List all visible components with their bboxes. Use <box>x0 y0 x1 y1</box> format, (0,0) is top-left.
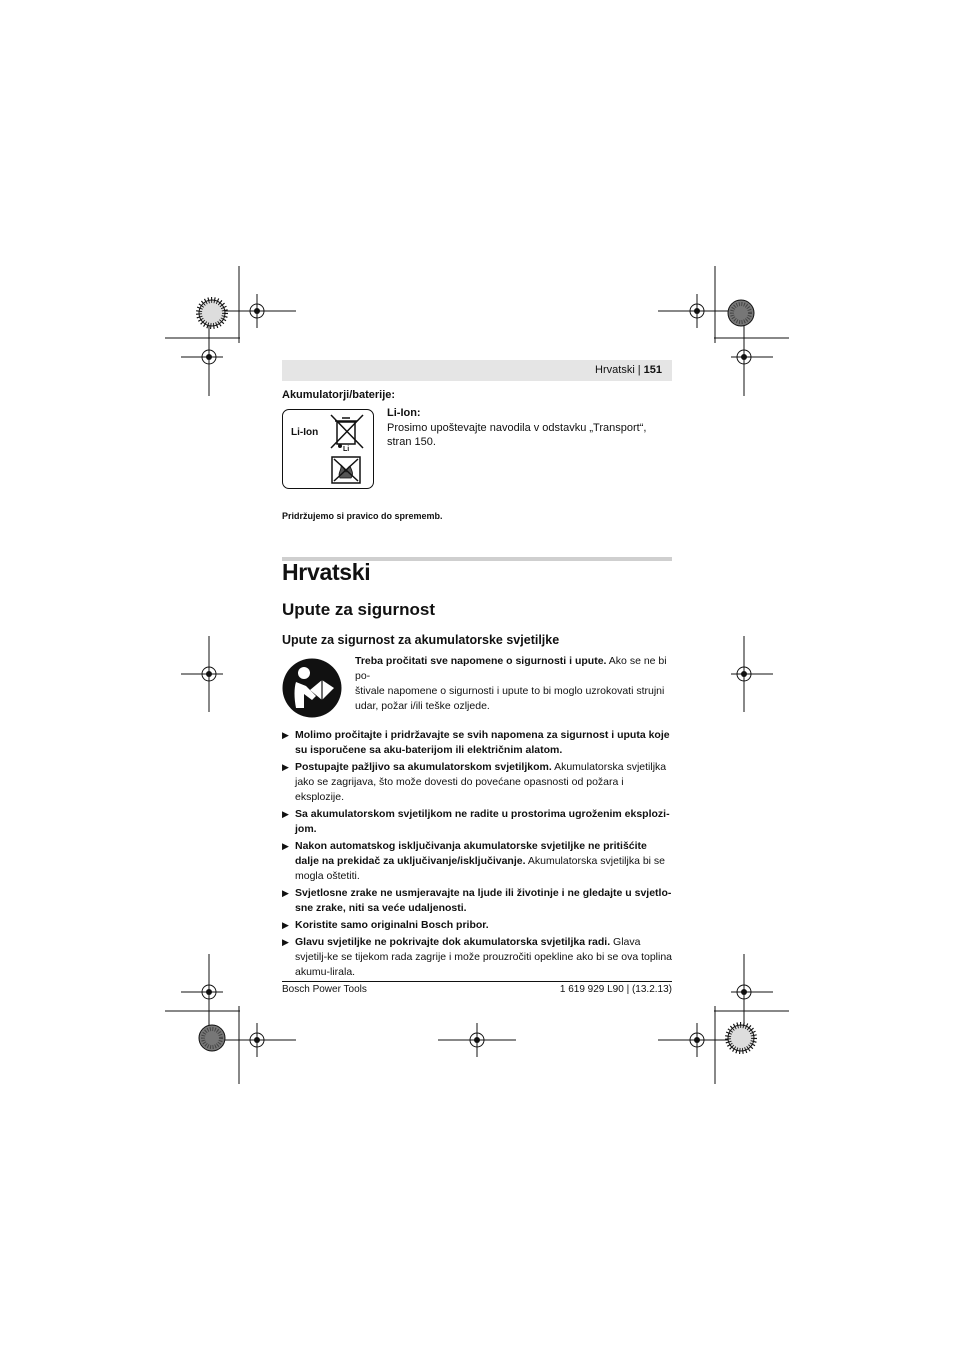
bullet-bold-text: Glavu svjetiljke ne pokrivajte dok akumulatorska svjetiljka radi. <box>295 936 611 948</box>
bullet-arrow-icon: ▶ <box>282 762 289 772</box>
bullet-bold-text: Svjetlosne zrake ne usmjeravajte na ljude ili životinje i ne gledajte u svjetlo-sne zrake, niti sa veće udaljenosti. <box>295 887 672 914</box>
section-heading: Upute za sigurnost za akumulatorske svjetiljke <box>282 633 560 647</box>
bullet-bold-text: Koristite samo originalni Bosch pribor. <box>295 919 489 931</box>
bullet-arrow-icon: ▶ <box>282 730 289 740</box>
read-manual-line1-rest: Ako se ne bi po- <box>355 655 667 682</box>
battery-symbol-box <box>282 409 374 489</box>
bullet-arrow-icon: ▶ <box>282 937 289 947</box>
li-ion-label: Li-Ion <box>291 427 319 438</box>
page-title: Hrvatski <box>282 559 371 585</box>
li-ion-title: Li-Ion: <box>387 407 421 419</box>
footer-rule <box>282 981 672 982</box>
read-manual-icon <box>282 658 342 718</box>
bullet-bold-text: Molimo pročitajte i pridržavajte se svih napomena za sigurnost i uputa koje su isporučene sa aku-baterijom ili električnim alatom. <box>295 729 670 756</box>
section-subtitle: Upute za sigurnost <box>282 600 436 619</box>
no-fire-icon <box>331 456 361 484</box>
read-manual-note <box>355 654 673 714</box>
bullet-bold-text: Postupajte pažljivo sa akumulatorskom svjetiljkom. <box>295 761 552 773</box>
header-separator: | <box>637 364 641 376</box>
bullet-arrow-icon: ▶ <box>282 841 289 851</box>
list-item <box>282 760 672 805</box>
footer-left: Bosch Power Tools <box>282 984 367 995</box>
li-sub-label: Li <box>343 446 350 453</box>
page-header <box>282 360 672 381</box>
reserve-notice: Pridržujemo si pravico do sprememb. <box>282 511 443 521</box>
list-item <box>282 886 672 916</box>
bullet-bold-text: Nakon automatskog isključivanja akumulatorske svjetiljke ne pritišćite dalje na prekidač za uključivanje/isključivanje. <box>295 840 647 867</box>
header-language: Hrvatski <box>595 364 635 376</box>
list-item <box>282 839 672 884</box>
bullet-text: Akumulatorska svjetiljka bi se mogla oštetiti. <box>295 855 666 882</box>
li-ion-text-line1: Prosimo upoštevajte navodila v odstavku „Transport“, <box>387 422 647 434</box>
bullet-text: Glava svjetilj-ke se tijekom rada zagrije i može prouzročiti opekline ako bi se ova toplina akumu-lirala. <box>295 936 673 978</box>
li-ion-text-line2: stran 150. <box>387 436 436 448</box>
list-item <box>282 918 672 933</box>
list-item <box>282 807 672 837</box>
page-number: 151 <box>643 364 662 376</box>
read-manual-line2: štivale napomene o sigurnosti i upute to bi moglo uzrokovati strujni <box>355 685 665 697</box>
read-manual-line3: udar, požar i/ili teške ozljede. <box>355 700 490 712</box>
footer-right: 1 619 929 L90 | (13.2.13) <box>559 984 672 995</box>
list-item <box>282 935 672 980</box>
bullet-arrow-icon: ▶ <box>282 888 289 898</box>
safety-bullet-list <box>282 728 672 982</box>
bullet-bold-text: Sa akumulatorskom svjetiljkom ne radite u prostorima ugroženim eksplozi-jom. <box>295 808 670 835</box>
battery-heading: Akumulatorji/baterije: <box>282 389 396 401</box>
read-manual-bold: Treba pročitati sve napomene o sigurnosti i upute. <box>355 655 607 667</box>
list-item <box>282 728 672 758</box>
bullet-arrow-icon: ▶ <box>282 920 289 930</box>
bullet-text: Akumulatorska svjetiljka jako se zagrijava, što može dovesti do povećane opasnosti od požara i eksplozije. <box>295 761 667 803</box>
bullet-arrow-icon: ▶ <box>282 809 289 819</box>
